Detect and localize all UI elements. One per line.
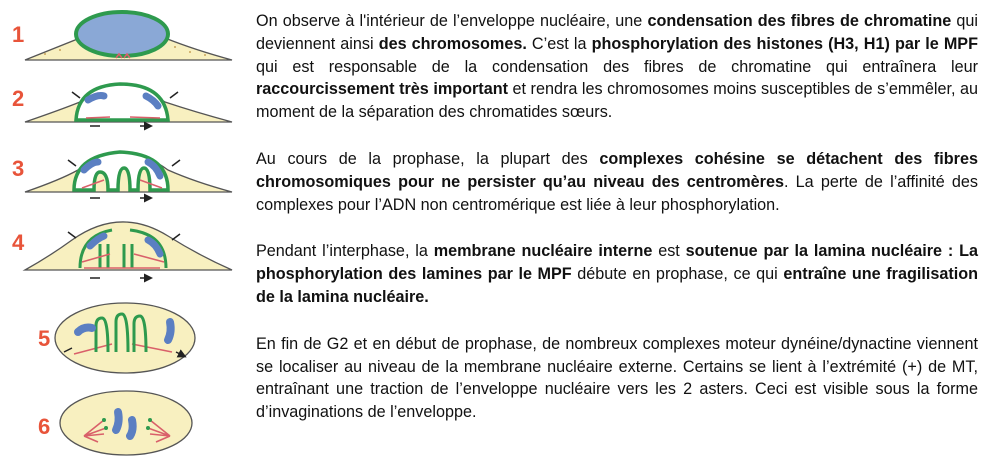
cell-stage-5	[55, 303, 195, 373]
bold-text-run: complexes cohésine se détachent des fibres chromosomiques pour ne persister qu’au niveau des centromères	[256, 149, 978, 191]
paragraph-chromatin-condensation	[256, 10, 978, 124]
text-run: débute en prophase, ce qui	[571, 265, 784, 284]
step-number-3: 3	[12, 156, 25, 181]
text-run: qui deviennent ainsi	[256, 12, 979, 53]
paragraph-dynein-dynactin	[256, 333, 978, 424]
cell-stage-4	[25, 222, 232, 278]
text-run: . La perte de l’affinité des complexes pour l’ADN non centromérique est liée à leur phosphorylation.	[256, 172, 978, 214]
explanation-text	[256, 10, 978, 448]
paragraph-nuclear-lamina	[256, 240, 978, 308]
step-number-4: 4	[12, 230, 25, 255]
bold-text-run: phosphorylation des histones (H3, H1) par le MPF	[591, 34, 978, 53]
step-number-2: 2	[12, 86, 25, 111]
text-run: Pendant l’interphase, la	[256, 242, 434, 261]
text-run: On observe à l'intérieur de l’enveloppe nucléaire, une	[256, 12, 648, 30]
bold-text-run: raccourcissement très important	[256, 80, 508, 99]
bold-text-run: condensation des fibres de chromatine	[647, 12, 952, 30]
text-run: Au cours de la prophase, la plupart des	[256, 149, 600, 168]
text-run: est	[652, 242, 686, 261]
cell-stage-3	[25, 152, 232, 198]
bold-text-run: entraîne une fragilisation de la lamina nucléaire.	[256, 265, 978, 306]
bold-text-run: soutenue par la lamina nucléaire : La phosphorylation des lamines par le MPF	[256, 242, 979, 284]
text-run: C’est la	[526, 34, 592, 53]
cell-stage-6	[60, 391, 192, 455]
cell-stage-2	[25, 84, 232, 126]
paragraph-cohesin	[256, 148, 978, 216]
bold-text-run: des chromosomes.	[378, 34, 527, 53]
step-number-1: 1	[12, 22, 25, 47]
prophase-diagram	[0, 0, 240, 467]
cell-stage-1	[25, 12, 232, 60]
bold-text-run: membrane nucléaire interne	[433, 242, 653, 261]
text-run: En fin de G2 et en début de prophase, de nombreux complexes moteur dynéine/dynactine viennent se localiser au niveau de la membrane nucléaire externe. Certains se lient à l’extrémité (+) de MT, entraînant une traction de l’enveloppe nucléaire vers les 2 asters. Ceci est visible sous la forme d’invaginations de l’enveloppe.	[256, 334, 978, 422]
step-number-5: 5	[38, 326, 51, 351]
step-number-6: 6	[38, 414, 51, 439]
text-run: qui est responsable de la condensation des fibres de chromatine qui entraînera leur	[256, 57, 978, 76]
text-run: et rendra les chromosomes moins susceptibles de s’emmêler, au moment de la séparation des chromatides sœurs.	[256, 80, 978, 122]
